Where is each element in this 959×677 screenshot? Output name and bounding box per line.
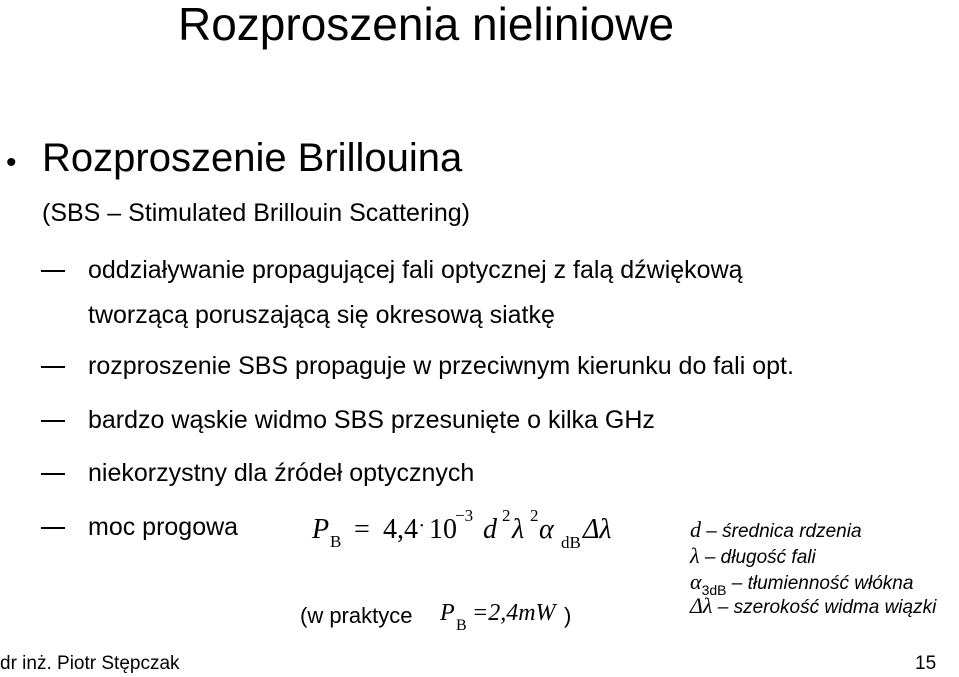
formula-coef: 4,4 xyxy=(383,514,418,545)
formula-d-sq: 2 xyxy=(502,506,511,525)
practice-p-sub: B xyxy=(456,617,467,634)
bullet-heading: Rozproszenie Brillouina xyxy=(42,136,463,180)
list-item: bardzo wąskie widmo SBS przesunięte o kilka GHz xyxy=(88,406,655,434)
bullet-dot: • xyxy=(6,146,17,179)
footer-page-number: 15 xyxy=(915,653,937,674)
list-item-threshold-power: moc progowa xyxy=(88,513,239,541)
formula-lambda-sq: 2 xyxy=(530,506,539,525)
practice-p: P xyxy=(440,600,455,626)
formula-p-sub: B xyxy=(330,532,342,551)
formula-ten: 10 xyxy=(429,514,457,545)
formula-dot: • xyxy=(420,521,424,532)
practice-close: ) xyxy=(564,603,572,628)
legend-symbol: Δλ xyxy=(690,593,713,618)
formula-eq: = xyxy=(354,514,370,545)
slide-title: Rozproszenia nieliniowe xyxy=(178,0,675,50)
bullet-subheading: (SBS – Stimulated Brillouin Scattering) xyxy=(42,199,470,227)
footer-author: dr inż. Piotr Stępczak xyxy=(0,653,180,674)
practice-value: =2,4mW xyxy=(472,600,556,626)
practice-open: (w praktyce xyxy=(300,603,413,628)
list-item: rozproszenie SBS propaguje w przeciwnym kierunku do fali opt. xyxy=(88,352,794,380)
formula-p: P xyxy=(312,514,330,545)
list-item-continuation: tworzącą poruszającą się okresową siatkę xyxy=(88,301,555,329)
formula-alpha-sub: dB xyxy=(561,533,581,552)
legend-item-diameter xyxy=(690,518,862,544)
legend-symbol: d xyxy=(690,517,701,542)
legend-item-wavelength xyxy=(690,544,816,570)
legend-text: – długość fali xyxy=(704,547,816,568)
legend-symbol-sub: 3dB xyxy=(701,582,727,598)
formula-d: d xyxy=(483,514,497,545)
formula-lambda: λ xyxy=(512,514,525,545)
formula-exp: −3 xyxy=(455,506,474,525)
legend-text: – szerokość widma wiązki xyxy=(717,597,937,618)
list-item: niekorzystny dla źródeł optycznych xyxy=(88,459,475,487)
legend-text: – tłumienność włókna xyxy=(731,573,914,594)
legend-text: – średnica rdzenia xyxy=(706,521,862,542)
list-item: oddziaływanie propagującej fali optycznej z falą dźwiękową xyxy=(88,256,743,284)
legend-item-attenuation xyxy=(690,570,913,596)
legend-symbol: λ xyxy=(690,543,700,568)
legend-symbol: α xyxy=(690,569,702,594)
legend-item-spectral-width xyxy=(690,594,936,620)
formula-alpha: α xyxy=(539,514,554,545)
formula-delta-lambda: Δλ xyxy=(583,514,612,545)
